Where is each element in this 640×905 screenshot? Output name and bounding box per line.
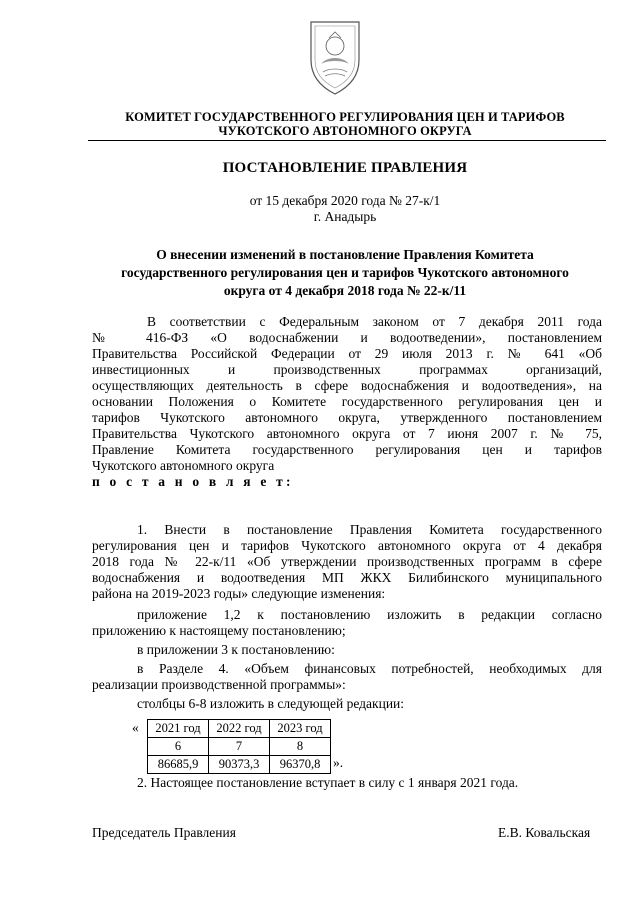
table-row	[148, 738, 331, 756]
preamble-line: № 416-ФЗ «О водоснабжении и водоотведении», постановлением	[92, 330, 602, 345]
table-cell: 86685,9	[148, 756, 209, 774]
preamble-line: осуществляющих деятельность в сфере водоснабжения и водоотведения», на	[92, 378, 602, 393]
subject-line: государственного регулирования цен и тарифов Чукотского автономного	[121, 265, 569, 280]
table-header-cell: 2023 год	[270, 720, 331, 738]
table-cell: 90373,3	[209, 756, 270, 774]
item1-line: регулирования цен и тарифов Чукотского автономного округа от 4 декабря	[92, 538, 602, 553]
header-divider	[88, 140, 606, 141]
table-close-quote: ».	[333, 755, 344, 770]
table-cell: 96370,8	[270, 756, 331, 774]
coat-of-arms-icon	[303, 16, 367, 96]
signatory-name: Е.В. Ковальская	[498, 825, 591, 840]
subject-line: О внесении изменений в постановление Правления Комитета	[156, 247, 534, 262]
document-city: г. Анадырь	[313, 209, 377, 224]
values-table	[147, 719, 331, 774]
item1-line: в Разделе 4. «Объем финансовых потребностей, необходимых для	[137, 661, 602, 676]
item1-line: района на 2019-2023 годы» следующие изменения:	[92, 586, 386, 601]
org-name-line2: ЧУКОТСКОГО АВТОНОМНОГО ОКРУГА	[218, 124, 472, 138]
resolves-word: п о с т а н о в л я е т:	[92, 474, 294, 489]
preamble-line: тарифов Чукотского автономного округа, утвержденного постановлением	[92, 410, 602, 425]
document-date: от 15 декабря 2020 года № 27-к/1	[249, 193, 441, 208]
preamble-line: Чукотского автономного округа	[92, 458, 275, 473]
document-title: ПОСТАНОВЛЕНИЕ ПРАВЛЕНИЯ	[222, 160, 468, 176]
item1-line: реализации производственной программы»:	[92, 677, 346, 692]
table-row	[148, 756, 331, 774]
table-header-cell: 2022 год	[209, 720, 270, 738]
item2-line: 2. Настоящее постановление вступает в силу с 1 января 2021 года.	[137, 775, 519, 790]
document-subject	[90, 246, 600, 300]
preamble-line: инвестиционных и производственных программах организаций,	[92, 362, 602, 377]
item1-line: водоснабжения и водоотведения МП ЖКХ Билибинского муниципального	[92, 570, 602, 585]
item1-line: приложение 1,2 к постановлению изложить в редакции согласно	[137, 607, 602, 622]
preamble-line: Правительства Российской Федерации от 29 июля 2013 г. № 641 «Об	[92, 346, 602, 361]
table-header-cell: 2021 год	[148, 720, 209, 738]
item1-line: в приложении 3 к постановлению:	[137, 642, 335, 657]
table-open-quote: «	[132, 720, 139, 735]
preamble-line: Правление Комитета государственного регулирования цен и тарифов	[92, 442, 602, 457]
org-name-line1: КОМИТЕТ ГОСУДАРСТВЕННОГО РЕГУЛИРОВАНИЯ ЦЕН И ТАРИФОВ	[125, 110, 565, 124]
preamble-line: основании Положения о Комитете государственного регулирования цен и	[92, 394, 602, 409]
table-cell: 8	[270, 738, 331, 756]
item1-line: приложению к настоящему постановлению;	[92, 623, 346, 638]
subject-line: округа от 4 декабря 2018 года № 22-к/11	[223, 283, 467, 298]
signatory-position: Председатель Правления	[92, 825, 236, 840]
preamble-line: В соответствии с Федеральным законом от 7 декабря 2011 года	[147, 314, 602, 329]
preamble-line: Правительства Чукотского автономного округа от 7 июня 2007 г. № 75,	[92, 426, 602, 441]
item1-line: столбцы 6-8 изложить в следующей редакции:	[137, 696, 405, 711]
table-cell: 6	[148, 738, 209, 756]
item1-line: 1. Внести в постановление Правления Комитета государственного	[137, 522, 602, 537]
table-cell: 7	[209, 738, 270, 756]
item1-line: 2018 года № 22-к/11 «Об утверждении производственных программ в сфере	[92, 554, 602, 569]
table-header-row	[148, 720, 331, 738]
